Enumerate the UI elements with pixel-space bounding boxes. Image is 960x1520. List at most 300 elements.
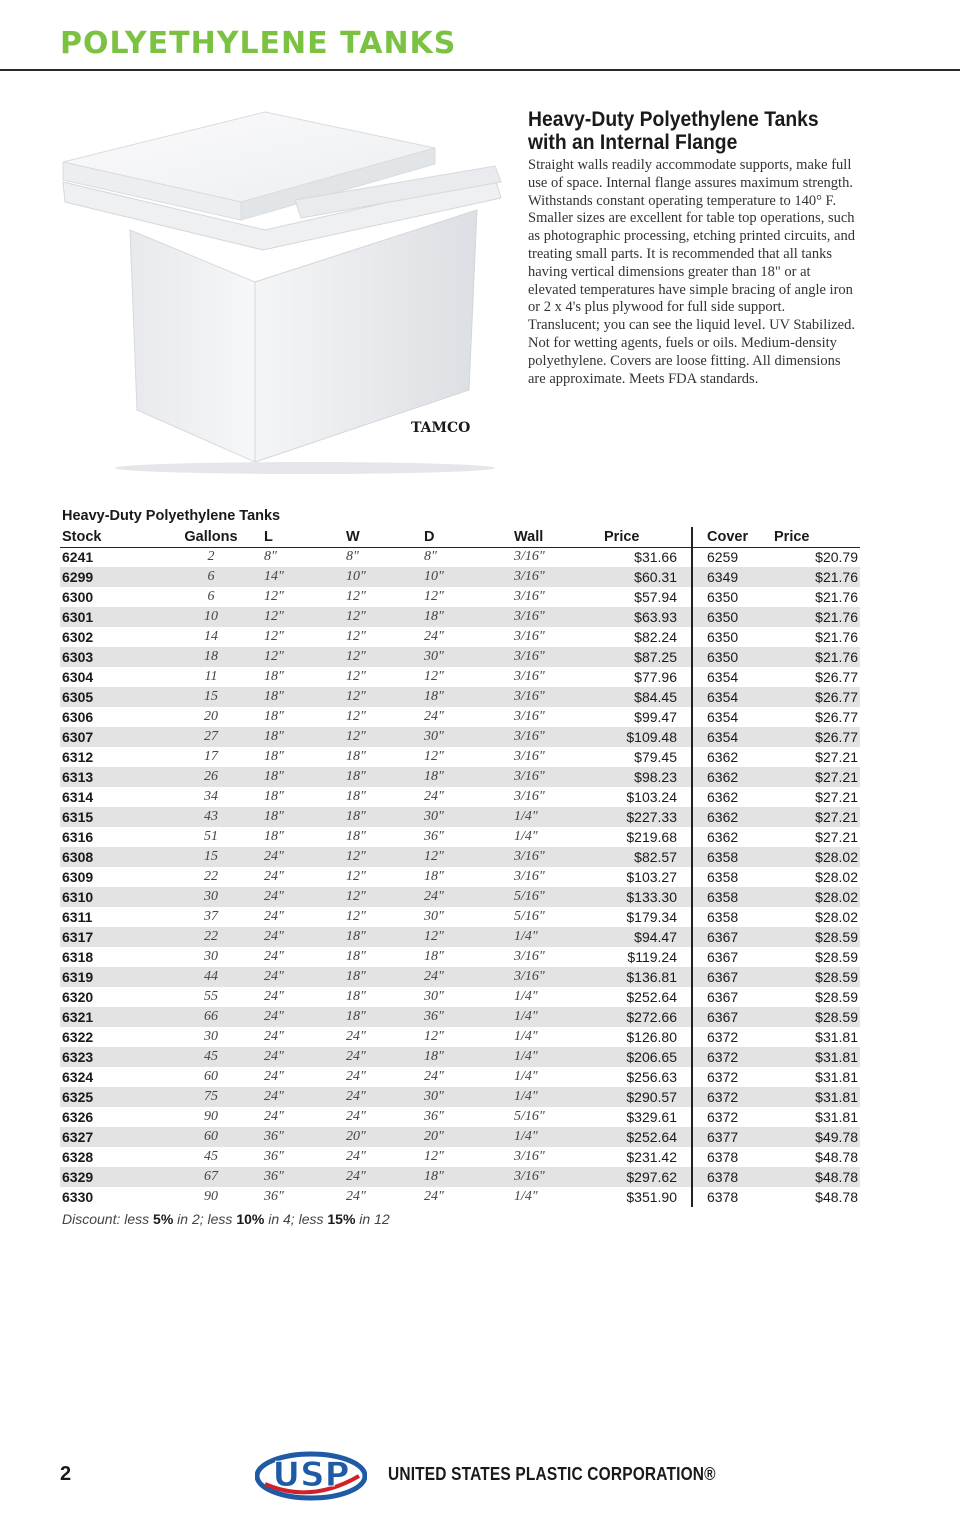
- cell-cover-price: $28.02: [815, 909, 858, 925]
- cell-stock: 6308: [60, 847, 160, 867]
- cell-width: 24": [346, 1109, 366, 1124]
- cell-price: $77.96: [602, 667, 692, 687]
- cell-cover: 6259: [707, 549, 739, 566]
- page-title: POLYETHYLENE TANKS: [60, 26, 457, 61]
- cell-width: 8": [346, 549, 359, 565]
- cell-length: 18": [264, 749, 284, 764]
- cell-stock: 6309: [62, 869, 94, 885]
- cell-price: $219.68: [602, 827, 692, 847]
- discount-text: in 2; less: [173, 1211, 237, 1227]
- table-body: [60, 547, 860, 1207]
- cell-gallons: 18: [160, 647, 262, 667]
- cell-gallons: 45: [204, 1149, 218, 1164]
- cell-cover-price: $31.81: [815, 1109, 858, 1125]
- cell-cover: 6362: [692, 767, 772, 787]
- cell-price: $82.57: [602, 847, 692, 867]
- cell-length: 18": [262, 727, 344, 747]
- cell-price: $133.30: [602, 887, 692, 907]
- cell-cover-price: $48.78: [772, 1167, 860, 1187]
- discount-text: Discount: less: [62, 1211, 154, 1227]
- cell-depth: 12": [424, 1149, 444, 1164]
- cell-depth: 36": [424, 1109, 444, 1124]
- table-row: [60, 1167, 860, 1187]
- cell-depth: 24": [422, 967, 512, 987]
- cell-stock: 6307: [60, 727, 160, 747]
- cell-stock: 6317: [60, 927, 160, 947]
- cell-depth: 24": [424, 1069, 444, 1084]
- cell-cover: 6372: [707, 1069, 739, 1085]
- cell-cover-price: $27.21: [772, 767, 860, 787]
- cell-length: 36": [264, 1149, 284, 1164]
- cell-width: 12": [346, 669, 366, 684]
- cell-cover-price: $26.77: [772, 727, 860, 747]
- cell-width: 24": [344, 1167, 422, 1187]
- cell-width: 24": [346, 1029, 366, 1044]
- cell-depth: 24": [424, 1189, 444, 1204]
- cell-cover-price: $21.76: [815, 629, 858, 645]
- table-row: [60, 1067, 860, 1087]
- cell-gallons: 55: [204, 989, 218, 1004]
- cell-width: 12": [344, 847, 422, 867]
- table-row: [60, 667, 860, 687]
- cell-width: 18": [346, 829, 366, 844]
- cell-wall: 3/16": [514, 869, 545, 884]
- cell-price: $103.27: [602, 867, 692, 887]
- cell-gallons: 15: [160, 687, 262, 707]
- cell-wall: 1/4": [514, 1069, 538, 1084]
- cell-cover-price: $28.02: [772, 887, 860, 907]
- cell-length: 24": [262, 847, 344, 867]
- cell-stock: 6325: [60, 1087, 160, 1107]
- cell-wall: 3/16": [512, 647, 602, 667]
- tank-product-image: [55, 90, 510, 475]
- cell-width: 12": [344, 887, 422, 907]
- table-row: [60, 1187, 860, 1207]
- cell-gallons: 2: [207, 549, 215, 565]
- cell-length: 24": [262, 887, 344, 907]
- cell-cover: 6367: [707, 949, 739, 965]
- cell-cover-price: $21.76: [772, 607, 860, 627]
- page-number: 2: [60, 1463, 72, 1485]
- cell-gallons: 10: [160, 607, 262, 627]
- cell-cover: 6362: [707, 829, 739, 845]
- cell-wall: 1/4": [512, 1047, 602, 1067]
- cell-cover: 6354: [707, 709, 739, 725]
- cell-width: 24": [346, 1069, 366, 1084]
- cell-cover: 6367: [707, 989, 739, 1005]
- cell-cover-price: $26.77: [815, 709, 858, 725]
- product-heading: Heavy-Duty Polyethylene Tanks with an Internal Flange: [528, 108, 819, 154]
- cell-wall: 3/16": [514, 709, 545, 724]
- cell-width: 12": [346, 869, 366, 884]
- cell-length: 18": [264, 669, 284, 684]
- cell-length: 18": [264, 829, 284, 844]
- cell-gallons: 22: [204, 869, 218, 884]
- cell-length: 24": [264, 1029, 284, 1044]
- cell-stock: 6303: [60, 647, 160, 667]
- tamco-logo: TAMCO: [411, 420, 471, 436]
- table-header-row: [60, 527, 860, 547]
- cell-depth: 18": [422, 1167, 512, 1187]
- tank-left-side: [130, 230, 255, 462]
- cell-cover: 6372: [692, 1047, 772, 1067]
- cell-gallons: 45: [160, 1047, 262, 1067]
- cell-width: 18": [344, 927, 422, 947]
- cell-price: $290.57: [602, 1087, 692, 1107]
- table-row: [60, 607, 860, 627]
- cell-wall: 1/4": [514, 989, 538, 1004]
- cell-cover: 6350: [707, 629, 739, 645]
- cell-cover-price: $21.76: [815, 589, 858, 605]
- cell-cover-price: $21.76: [772, 567, 860, 587]
- cell-price: $60.31: [602, 567, 692, 587]
- cell-cover-price: $28.59: [772, 967, 860, 987]
- discount-value: 5%: [153, 1211, 174, 1227]
- table-row: [60, 687, 860, 707]
- cell-gallons: 26: [160, 767, 262, 787]
- cell-cover: 6362: [692, 807, 772, 827]
- cell-stock: 6301: [60, 607, 160, 627]
- header-depth: D: [422, 527, 512, 547]
- cell-cover-price: $31.81: [815, 1029, 858, 1045]
- cell-stock: 6299: [60, 567, 160, 587]
- cell-cover: 6378: [707, 1149, 739, 1165]
- cell-depth: 20": [422, 1127, 512, 1147]
- discount-text: in 4; less: [264, 1211, 328, 1227]
- cell-wall: 3/16": [514, 1149, 545, 1164]
- cell-cover-price: $27.21: [772, 807, 860, 827]
- cell-cover-price: $28.59: [815, 989, 858, 1005]
- cell-cover: 6358: [707, 869, 739, 885]
- cell-depth: 12": [422, 927, 512, 947]
- cell-price: $57.94: [602, 587, 692, 607]
- cell-length: 12": [264, 589, 284, 604]
- table-row: [60, 887, 860, 907]
- cell-length: 24": [264, 989, 284, 1004]
- cell-gallons: 20: [204, 709, 218, 724]
- cell-price: $119.24: [602, 947, 692, 967]
- cell-length: 18": [262, 807, 344, 827]
- table-row: [60, 1047, 860, 1067]
- cell-wall: 3/16": [512, 967, 602, 987]
- table-row: [60, 867, 860, 887]
- cell-length: 24": [264, 1069, 284, 1084]
- table-row: [60, 847, 860, 867]
- cell-wall: 3/16": [512, 607, 602, 627]
- discount-value: 10%: [236, 1211, 265, 1227]
- cell-length: 24": [262, 1087, 344, 1107]
- usp-logo-text: USP: [272, 1455, 350, 1495]
- cell-gallons: 37: [204, 909, 218, 924]
- cell-cover-price: $28.59: [772, 1007, 860, 1027]
- cell-stock: 6313: [60, 767, 160, 787]
- cell-cover: 6372: [692, 1087, 772, 1107]
- cell-cover: 6358: [692, 847, 772, 867]
- table-row: [60, 1027, 860, 1047]
- cell-length: 18": [262, 767, 344, 787]
- cell-cover: 6367: [692, 1007, 772, 1027]
- cell-width: 24": [346, 1149, 366, 1164]
- cell-cover: 6372: [707, 1109, 739, 1125]
- cell-price: $103.24: [602, 787, 692, 807]
- cell-price: $31.66: [602, 547, 692, 567]
- cell-width: 24": [344, 1047, 422, 1067]
- cell-gallons: 27: [160, 727, 262, 747]
- cell-stock: 6319: [60, 967, 160, 987]
- table-row: [60, 1087, 860, 1107]
- cell-depth: 30": [422, 807, 512, 827]
- cell-length: 36": [264, 1189, 284, 1204]
- cell-depth: 12": [422, 847, 512, 867]
- cell-cover-price: $31.81: [772, 1047, 860, 1067]
- cell-width: 12": [346, 589, 366, 604]
- cell-cover-price: $48.78: [815, 1189, 858, 1205]
- cell-price: $99.47: [602, 707, 692, 727]
- cell-cover-price: $27.21: [815, 789, 858, 805]
- cell-wall: 3/16": [514, 789, 545, 804]
- table-row: [60, 787, 860, 807]
- cell-cover-price: $21.76: [772, 647, 860, 667]
- cell-depth: 18": [422, 687, 512, 707]
- cell-stock: 6306: [62, 709, 94, 725]
- cell-cover: 6362: [707, 789, 739, 805]
- cell-length: 24": [262, 1007, 344, 1027]
- cell-price: $329.61: [602, 1107, 692, 1127]
- cell-width: 18": [346, 789, 366, 804]
- header-price: Price: [602, 527, 692, 547]
- table-row: [60, 647, 860, 667]
- cell-cover-price: $26.77: [815, 669, 858, 685]
- cell-gallons: 34: [204, 789, 218, 804]
- cell-length: 24": [264, 909, 284, 924]
- cell-price: $126.80: [602, 1027, 692, 1047]
- cell-depth: 30": [424, 989, 444, 1004]
- cell-depth: 18": [422, 767, 512, 787]
- cell-depth: 36": [422, 1007, 512, 1027]
- cell-wall: 3/16": [514, 749, 545, 764]
- cell-depth: 30": [424, 909, 444, 924]
- cell-stock: 6316: [62, 829, 94, 845]
- cell-stock: 6326: [62, 1109, 94, 1125]
- cell-price: $63.93: [602, 607, 692, 627]
- cell-gallons: 30: [204, 1029, 218, 1044]
- table-row: [60, 547, 860, 567]
- cell-gallons: 60: [204, 1069, 218, 1084]
- cell-wall: 3/16": [512, 727, 602, 747]
- cell-wall: 1/4": [512, 807, 602, 827]
- cell-depth: 30": [422, 727, 512, 747]
- cell-depth: 10": [422, 567, 512, 587]
- cell-length: 24": [264, 869, 284, 884]
- table-row: [60, 1147, 860, 1167]
- cell-price: $136.81: [602, 967, 692, 987]
- cell-cover: 6378: [692, 1167, 772, 1187]
- cell-wall: 5/16": [512, 887, 602, 907]
- cell-wall: 3/16": [512, 567, 602, 587]
- cell-width: 20": [344, 1127, 422, 1147]
- cell-cover: 6350: [692, 607, 772, 627]
- cell-length: 14": [262, 567, 344, 587]
- cell-cover-price: $27.21: [815, 829, 858, 845]
- cell-cover-price: $20.79: [815, 549, 858, 566]
- cell-price: $231.42: [602, 1147, 692, 1167]
- cell-stock: 6328: [62, 1149, 94, 1165]
- cell-stock: 6330: [62, 1189, 94, 1205]
- cell-wall: 3/16": [512, 687, 602, 707]
- table-row: [60, 927, 860, 947]
- discount-note: [62, 1211, 390, 1227]
- cell-price: $272.66: [602, 1007, 692, 1027]
- table-row: [60, 807, 860, 827]
- cell-depth: 12": [424, 1029, 444, 1044]
- cell-depth: 18": [422, 607, 512, 627]
- cell-price: $297.62: [602, 1167, 692, 1187]
- cell-gallons: 22: [160, 927, 262, 947]
- cell-width: 18": [346, 949, 366, 964]
- cell-cover: 6367: [692, 927, 772, 947]
- table-row: [60, 967, 860, 987]
- cell-cover-price: $27.21: [815, 749, 858, 765]
- cell-depth: 24": [424, 789, 444, 804]
- cell-wall: 1/4": [512, 927, 602, 947]
- cell-depth: 30": [422, 647, 512, 667]
- cell-gallons: 6: [207, 589, 215, 604]
- cell-cover: 6350: [692, 647, 772, 667]
- cell-stock: 6300: [62, 589, 94, 605]
- cell-stock: 6311: [62, 909, 93, 925]
- cell-price: $206.65: [602, 1047, 692, 1067]
- cell-depth: 36": [424, 829, 444, 844]
- table-title: Heavy-Duty Polyethylene Tanks: [62, 508, 281, 524]
- cell-width: 18": [344, 767, 422, 787]
- cell-wall: 3/16": [512, 767, 602, 787]
- cell-cover: 6350: [707, 589, 739, 605]
- cell-width: 24": [344, 1087, 422, 1107]
- cell-gallons: 90: [204, 1189, 218, 1204]
- cell-price: $252.64: [602, 1127, 692, 1147]
- cell-length: 18": [264, 789, 284, 804]
- cell-length: 12": [262, 647, 344, 667]
- discount-text: in 12: [355, 1211, 390, 1227]
- cell-stock: 6320: [62, 989, 94, 1005]
- cell-gallons: 30: [160, 887, 262, 907]
- cell-stock: 6241: [62, 549, 94, 566]
- cell-width: 18": [344, 967, 422, 987]
- cell-wall: 1/4": [512, 1087, 602, 1107]
- cell-price: $256.63: [602, 1067, 692, 1087]
- usp-logo: [255, 1446, 367, 1502]
- cell-stock: 6318: [62, 949, 94, 965]
- cell-cover-price: $28.02: [815, 869, 858, 885]
- cell-stock: 6323: [60, 1047, 160, 1067]
- table-row: [60, 587, 860, 607]
- cell-length: 24": [262, 1047, 344, 1067]
- cell-width: 24": [346, 1189, 366, 1204]
- cell-price: $87.25: [602, 647, 692, 667]
- cell-depth: 18": [422, 1047, 512, 1067]
- cell-wall: 1/4": [514, 1189, 538, 1204]
- table-row: [60, 567, 860, 587]
- cell-stock: 6327: [60, 1127, 160, 1147]
- cell-width: 18": [346, 749, 366, 764]
- cell-depth: 12": [424, 749, 444, 764]
- cell-width: 12": [344, 687, 422, 707]
- cell-length: 24": [264, 1109, 284, 1124]
- cell-width: 18": [344, 1007, 422, 1027]
- cell-wall: 5/16": [514, 909, 545, 924]
- cell-stock: 6304: [62, 669, 94, 685]
- cell-depth: 30": [422, 1087, 512, 1107]
- cell-wall: 3/16": [512, 1167, 602, 1187]
- cell-stock: 6314: [62, 789, 94, 805]
- product-description: Straight walls readily accommodate supports, make full use of space. Internal flange assures maximum strength. Withstands constant operating temperature to 140° F. Smaller sizes are excellent for table top operations, such as photographic processing, etching printed circuits, and treating small parts. It is recommended that all tanks having vertical dimensions greater than 18" or at elevated temperatures have simple bracing of angle iron or 2 x 4's plus plywood for full side support. Translucent; you can see the liquid level. UV Stabilized. Not for wetting agents, fuels or oils. Medium-density polyethylene. Covers are loose fitting. All dimensions are approximate. Meets FDA standards.: [528, 157, 855, 387]
- cell-length: 12": [264, 629, 284, 644]
- cell-width: 18": [346, 989, 366, 1004]
- cell-cover: 6354: [692, 687, 772, 707]
- table-row: [60, 1107, 860, 1127]
- cell-stock: 6321: [60, 1007, 160, 1027]
- cell-price: $227.33: [602, 807, 692, 827]
- header-width: W: [344, 527, 422, 547]
- cell-stock: 6322: [62, 1029, 94, 1045]
- cell-length: 24": [262, 967, 344, 987]
- cell-cover-price: $31.81: [815, 1069, 858, 1085]
- cell-cover: 6362: [707, 749, 739, 765]
- cell-length: 18": [262, 687, 344, 707]
- cell-gallons: 51: [204, 829, 218, 844]
- cell-gallons: 44: [160, 967, 262, 987]
- cell-cover-price: $49.78: [772, 1127, 860, 1147]
- cell-wall: 3/16": [514, 949, 545, 964]
- cell-depth: 12": [424, 669, 444, 684]
- cell-gallons: 14: [204, 629, 218, 644]
- cell-price: $82.24: [602, 627, 692, 647]
- cell-length: 36": [262, 1127, 344, 1147]
- cell-wall: 1/4": [512, 1127, 602, 1147]
- tank-price-table: [60, 527, 860, 1207]
- cell-wall: 1/4": [514, 829, 538, 844]
- cell-width: 12": [344, 607, 422, 627]
- cell-gallons: 43: [160, 807, 262, 827]
- cell-cover: 6378: [707, 1189, 739, 1205]
- cell-width: 12": [346, 909, 366, 924]
- table-row: [60, 827, 860, 847]
- cell-gallons: 30: [204, 949, 218, 964]
- cell-depth: 12": [424, 589, 444, 604]
- cell-cover-price: $31.81: [772, 1087, 860, 1107]
- cell-stock: 6324: [62, 1069, 94, 1085]
- cell-price: $84.45: [602, 687, 692, 707]
- cell-price: $94.47: [602, 927, 692, 947]
- cell-price: $109.48: [602, 727, 692, 747]
- cell-depth: 18": [424, 869, 444, 884]
- cell-width: 12": [346, 709, 366, 724]
- cell-wall: 1/4": [514, 1029, 538, 1044]
- cell-wall: 3/16": [514, 629, 545, 644]
- cell-depth: 18": [424, 949, 444, 964]
- cell-cover-price: $28.02: [772, 847, 860, 867]
- cell-length: 12": [262, 607, 344, 627]
- cell-length: 18": [264, 709, 284, 724]
- table-row: [60, 947, 860, 967]
- cell-width: 12": [346, 629, 366, 644]
- cell-depth: 24": [424, 629, 444, 644]
- cell-cover: 6349: [692, 567, 772, 587]
- table-row: [60, 727, 860, 747]
- cell-price: $79.45: [602, 747, 692, 767]
- cell-depth: 24": [424, 709, 444, 724]
- cell-depth: 24": [422, 887, 512, 907]
